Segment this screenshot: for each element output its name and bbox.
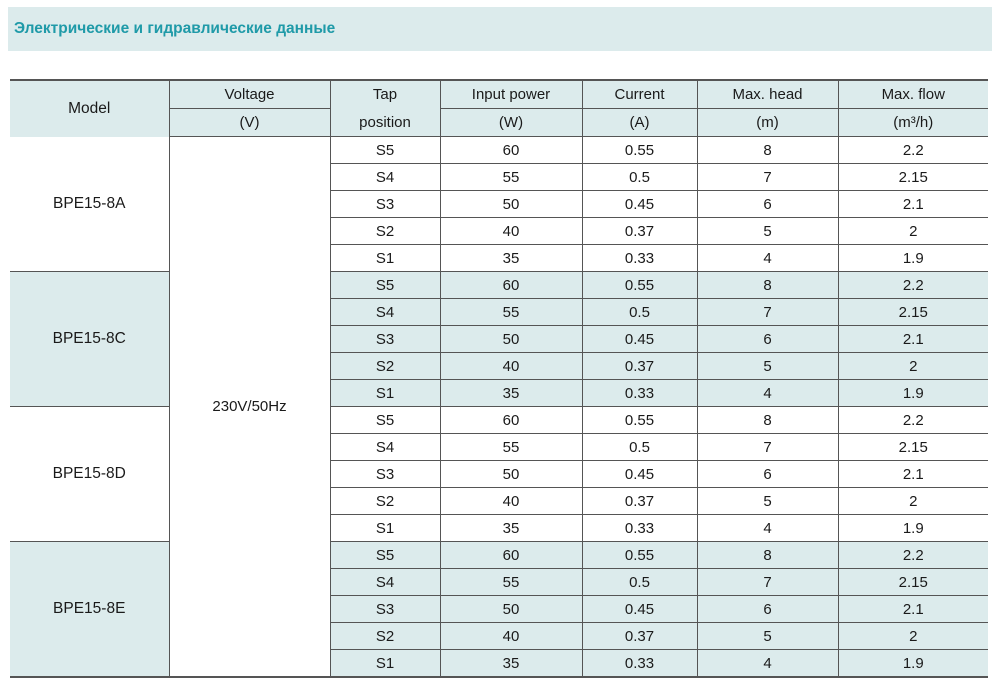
max-flow-cell: 2.1 [838, 191, 988, 218]
tap-position-cell: S3 [330, 461, 440, 488]
current-cell: 0.45 [582, 461, 697, 488]
current-cell: 0.55 [582, 137, 697, 164]
input-power-cell: 40 [440, 488, 582, 515]
tap-position-cell: S4 [330, 164, 440, 191]
header-input-power-unit: (W) [440, 109, 582, 137]
input-power-cell: 55 [440, 164, 582, 191]
current-cell: 0.37 [582, 353, 697, 380]
tap-position-cell: S5 [330, 407, 440, 434]
max-head-cell: 4 [697, 245, 838, 272]
max-head-cell: 4 [697, 650, 838, 678]
max-flow-cell: 2 [838, 623, 988, 650]
max-head-cell: 7 [697, 569, 838, 596]
voltage-cell: 230V/50Hz [169, 137, 330, 678]
tap-position-cell: S4 [330, 434, 440, 461]
max-flow-cell: 2.1 [838, 461, 988, 488]
header-max-head: Max. head [697, 80, 838, 109]
table-row [10, 137, 988, 164]
max-flow-cell: 2.1 [838, 596, 988, 623]
input-power-cell: 40 [440, 623, 582, 650]
max-head-cell: 6 [697, 326, 838, 353]
tap-position-cell: S1 [330, 245, 440, 272]
tap-position-cell: S2 [330, 218, 440, 245]
max-head-cell: 6 [697, 191, 838, 218]
max-head-cell: 4 [697, 515, 838, 542]
max-flow-cell: 2.15 [838, 569, 988, 596]
current-cell: 0.37 [582, 488, 697, 515]
header-current: Current [582, 80, 697, 109]
header-voltage: Voltage [169, 80, 330, 109]
max-head-cell: 6 [697, 596, 838, 623]
current-cell: 0.45 [582, 326, 697, 353]
max-head-cell: 7 [697, 434, 838, 461]
current-cell: 0.5 [582, 164, 697, 191]
current-cell: 0.37 [582, 218, 697, 245]
header-tap-position: position [330, 109, 440, 137]
current-cell: 0.5 [582, 299, 697, 326]
section-title-bar [8, 7, 992, 51]
max-head-cell: 5 [697, 488, 838, 515]
max-flow-cell: 2.2 [838, 407, 988, 434]
tap-position-cell: S2 [330, 353, 440, 380]
tap-position-cell: S3 [330, 596, 440, 623]
tap-position-cell: S4 [330, 299, 440, 326]
header-model: Model [10, 80, 169, 137]
tap-position-cell: S2 [330, 488, 440, 515]
current-cell: 0.33 [582, 380, 697, 407]
input-power-cell: 35 [440, 650, 582, 678]
table-row [10, 407, 988, 434]
input-power-cell: 60 [440, 542, 582, 569]
input-power-cell: 50 [440, 596, 582, 623]
tap-position-cell: S5 [330, 137, 440, 164]
current-cell: 0.33 [582, 650, 697, 678]
header-max-head-unit: (m) [697, 109, 838, 137]
page-title: Электрические и гидравлические данные [14, 20, 336, 37]
max-head-cell: 5 [697, 353, 838, 380]
model-cell: BPE15-8C [10, 272, 169, 407]
spec-table [10, 79, 988, 678]
tap-position-cell: S2 [330, 623, 440, 650]
max-head-cell: 8 [697, 137, 838, 164]
current-cell: 0.5 [582, 434, 697, 461]
max-flow-cell: 2.15 [838, 299, 988, 326]
spec-table-body [10, 137, 988, 678]
tap-position-cell: S3 [330, 326, 440, 353]
max-head-cell: 7 [697, 299, 838, 326]
max-head-cell: 5 [697, 218, 838, 245]
current-cell: 0.55 [582, 542, 697, 569]
header-voltage-unit: (V) [169, 109, 330, 137]
max-flow-cell: 2 [838, 488, 988, 515]
current-cell: 0.5 [582, 569, 697, 596]
tap-position-cell: S4 [330, 569, 440, 596]
input-power-cell: 35 [440, 380, 582, 407]
max-head-cell: 8 [697, 407, 838, 434]
header-tap: Tap [330, 80, 440, 109]
table-row [10, 272, 988, 299]
current-cell: 0.55 [582, 272, 697, 299]
model-cell: BPE15-8A [10, 137, 169, 272]
header-max-flow: Max. flow [838, 80, 988, 109]
input-power-cell: 35 [440, 515, 582, 542]
current-cell: 0.55 [582, 407, 697, 434]
current-cell: 0.37 [582, 623, 697, 650]
max-head-cell: 4 [697, 380, 838, 407]
header-max-flow-unit: (m³/h) [838, 109, 988, 137]
max-head-cell: 7 [697, 164, 838, 191]
max-head-cell: 5 [697, 623, 838, 650]
max-flow-cell: 1.9 [838, 380, 988, 407]
input-power-cell: 60 [440, 137, 582, 164]
tap-position-cell: S5 [330, 272, 440, 299]
table-row [10, 542, 988, 569]
input-power-cell: 40 [440, 218, 582, 245]
input-power-cell: 55 [440, 569, 582, 596]
tap-position-cell: S1 [330, 515, 440, 542]
max-flow-cell: 2.2 [838, 137, 988, 164]
input-power-cell: 55 [440, 434, 582, 461]
tap-position-cell: S1 [330, 380, 440, 407]
max-head-cell: 8 [697, 272, 838, 299]
max-flow-cell: 2 [838, 353, 988, 380]
input-power-cell: 55 [440, 299, 582, 326]
max-flow-cell: 1.9 [838, 650, 988, 678]
max-head-cell: 8 [697, 542, 838, 569]
max-flow-cell: 2.15 [838, 434, 988, 461]
max-flow-cell: 2.2 [838, 542, 988, 569]
tap-position-cell: S1 [330, 650, 440, 678]
max-head-cell: 6 [697, 461, 838, 488]
model-cell: BPE15-8D [10, 407, 169, 542]
max-flow-cell: 2.1 [838, 326, 988, 353]
model-cell: BPE15-8E [10, 542, 169, 678]
current-cell: 0.33 [582, 245, 697, 272]
input-power-cell: 60 [440, 407, 582, 434]
input-power-cell: 50 [440, 191, 582, 218]
current-cell: 0.45 [582, 191, 697, 218]
input-power-cell: 50 [440, 326, 582, 353]
max-flow-cell: 1.9 [838, 515, 988, 542]
tap-position-cell: S3 [330, 191, 440, 218]
tap-position-cell: S5 [330, 542, 440, 569]
input-power-cell: 35 [440, 245, 582, 272]
max-flow-cell: 2.2 [838, 272, 988, 299]
header-current-unit: (A) [582, 109, 697, 137]
input-power-cell: 40 [440, 353, 582, 380]
input-power-cell: 50 [440, 461, 582, 488]
input-power-cell: 60 [440, 272, 582, 299]
header-input-power: Input power [440, 80, 582, 109]
max-flow-cell: 2 [838, 218, 988, 245]
max-flow-cell: 2.15 [838, 164, 988, 191]
max-flow-cell: 1.9 [838, 245, 988, 272]
current-cell: 0.45 [582, 596, 697, 623]
current-cell: 0.33 [582, 515, 697, 542]
